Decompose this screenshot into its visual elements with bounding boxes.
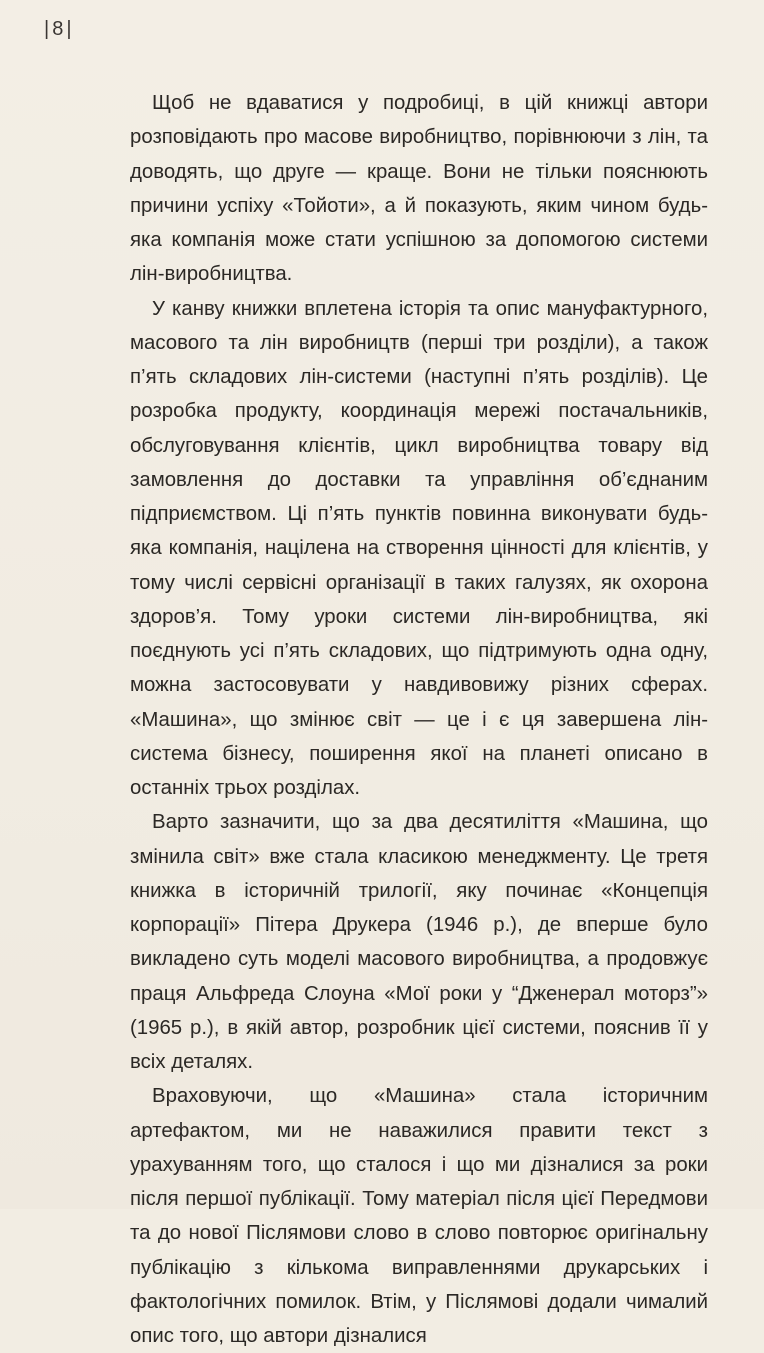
paragraph-4: Враховуючи, що «Машина» стала історичним артефактом, ми не наважилися правити текст з урахуванням того, що сталося і що ми дізналися за роки після першої публікації. Тому матеріал після цієї Передмови та до нової Післямови слово в слово повторює оригінальну публікацію з кількома виправленнями друкарських і фактологічних помилок. Втім, у Післямові додали чималий опис того, що автори дізналися	[130, 1085, 708, 1347]
paragraph-2: У канву книжки вплетена історія та опис мануфактурного, масового та лін виробництв (перші три розділи), а також п’ять складових лін-системи (наступні п’ять розділів). Це розробка продукту, координація мережі постачальників, обслуговування клієнтів, цикл виробництва товару від замовлення до доставки та управління об’єднаним підприємством. Ці п’ять пунктів повинна виконувати будь-яка компанія, націлена на створення цінності для клієнтів, у тому числі сервісні організації в таких галузях, як охорона здоров’я. Тому уроки системи лін-виробництва, які поєднують усі п’ять складових, що підтримують одна одну, можна застосовувати у навдивовижу різних сферах. «Машина», що змінює світ — це і є ця завершена лін-система бізнесу, поширення якої на планеті описано в останніх трьох розділах.	[130, 297, 708, 799]
body-text	[130, 86, 708, 1353]
page-number: |8|	[44, 18, 75, 40]
paragraph-3: Варто зазначити, що за два десятиліття «Машина, що змінила світ» вже стала класикою менеджменту. Це третя книжка в історичній трилогії, яку починає «Концепція корпорації» Пітера Друкера (1946 р.), де вперше було викладено суть моделі масового виробництва, а продовжує праця Альфреда Слоуна «Мої роки у “Дженерал моторз”» (1965 р.), в якій автор, розробник цієї системи, пояснив її у всіх деталях.	[130, 811, 708, 1073]
paragraph-1: Щоб не вдаватися у подробиці, в цій книжці автори розповідають про масове виробництво, порівнюючи з лін, та доводять, що друге — краще. Вони не тільки пояснюють причини успіху «Тойоти», а й показують, яким чином будь-яка компанія може стати успішною за допомогою системи лін-виробництва.	[130, 92, 708, 286]
